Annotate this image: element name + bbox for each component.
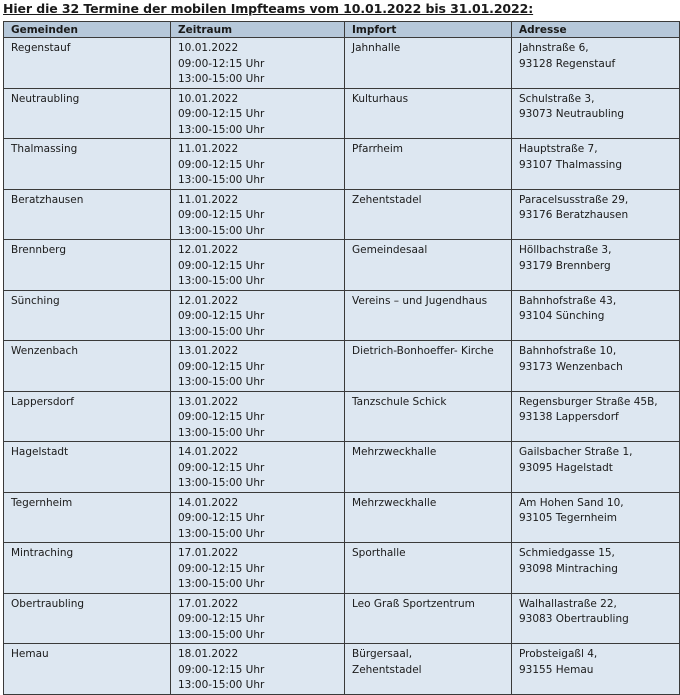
date-text: 17.01.2022 — [178, 547, 239, 559]
time-slot-morning: 09:00-12:15 Uhr — [178, 461, 265, 474]
date-text: 11.01.2022 — [178, 143, 239, 155]
impfort-line: Sporthalle — [352, 547, 406, 559]
table-row — [4, 38, 680, 89]
table-row — [4, 644, 680, 695]
address-city: 93179 Brennberg — [519, 259, 611, 272]
cell-adresse — [512, 492, 680, 543]
gemeinde-name: Hagelstadt — [11, 446, 69, 458]
impfort-line: Bürgersaal, — [352, 648, 413, 660]
date-text: 14.01.2022 — [178, 446, 239, 458]
address-street: Probsteigaßl 4, — [519, 648, 598, 660]
gemeinde-name: Thalmassing — [11, 143, 78, 155]
cell-impfort — [345, 442, 512, 493]
cell-gemeinde — [4, 290, 171, 341]
schedule-table — [3, 21, 680, 695]
cell-adresse — [512, 644, 680, 695]
time-slot-afternoon: 13:00-15:00 Uhr — [178, 477, 265, 489]
header-gemeinden: Gemeinden — [4, 22, 171, 38]
address-street: Jahnstraße 6, — [519, 42, 589, 54]
time-slot-morning: 09:00-12:15 Uhr — [178, 158, 265, 171]
impfort-line: Zehentstadel — [352, 193, 422, 206]
address-city: 93104 Sünching — [519, 310, 605, 322]
time-slot-morning: 09:00-12:15 Uhr — [178, 663, 265, 676]
cell-zeitraum — [171, 88, 345, 139]
address-city: 93173 Wenzenbach — [519, 360, 623, 373]
address-street: Bahnhofstraße 43, — [519, 294, 617, 307]
time-slot-afternoon: 13:00-15:00 Uhr — [178, 123, 265, 136]
date-text: 13.01.2022 — [178, 395, 239, 408]
time-slot-morning: 09:00-12:15 Uhr — [178, 562, 265, 575]
cell-zeitraum — [171, 139, 345, 190]
address-city: 93107 Thalmassing — [519, 158, 623, 171]
gemeinde-name: Hemau — [11, 648, 49, 660]
time-slot-morning: 09:00-12:15 Uhr — [178, 108, 265, 120]
table-header-row — [4, 22, 680, 38]
header-adresse: Adresse — [512, 22, 680, 38]
cell-gemeinde — [4, 139, 171, 190]
gemeinde-name: Wenzenbach — [11, 345, 79, 357]
impfort-line: Mehrzweckhalle — [352, 446, 437, 458]
cell-impfort — [345, 341, 512, 392]
cell-gemeinde — [4, 644, 171, 695]
time-slot-afternoon: 13:00-15:00 Uhr — [178, 628, 265, 641]
cell-zeitraum — [171, 644, 345, 695]
address-city: 93098 Mintraching — [519, 562, 618, 575]
gemeinde-name: Lappersdorf — [11, 395, 74, 408]
cell-gemeinde — [4, 189, 171, 240]
header-zeitraum: Zeitraum — [171, 22, 345, 38]
gemeinde-name: Sünching — [11, 294, 60, 307]
cell-gemeinde — [4, 593, 171, 644]
cell-impfort — [345, 240, 512, 291]
table-row — [4, 189, 680, 240]
date-text: 10.01.2022 — [178, 42, 239, 54]
cell-gemeinde — [4, 88, 171, 139]
time-slot-afternoon: 13:00-15:00 Uhr — [178, 578, 265, 590]
date-text: 11.01.2022 — [178, 193, 239, 206]
time-slot-morning: 09:00-12:15 Uhr — [178, 310, 265, 322]
impfort-line: Mehrzweckhalle — [352, 496, 437, 509]
address-street: Am Hohen Sand 10, — [519, 496, 624, 509]
address-street: Paracelsusstraße 29, — [519, 193, 629, 206]
gemeinde-name: Neutraubling — [11, 92, 80, 105]
impfort-line: Gemeindesaal — [352, 244, 428, 256]
cell-gemeinde — [4, 391, 171, 442]
time-slot-afternoon: 13:00-15:00 Uhr — [178, 174, 265, 186]
address-city: 93073 Neutraubling — [519, 108, 625, 120]
cell-impfort — [345, 139, 512, 190]
impfort-line: Kulturhaus — [352, 92, 409, 105]
time-slot-morning: 09:00-12:15 Uhr — [178, 259, 265, 272]
cell-adresse — [512, 189, 680, 240]
address-city: 93083 Obertraubling — [519, 613, 629, 625]
address-street: Gailsbacher Straße 1, — [519, 446, 633, 458]
time-slot-afternoon: 13:00-15:00 Uhr — [178, 376, 265, 388]
cell-impfort — [345, 189, 512, 240]
date-text: 13.01.2022 — [178, 345, 239, 357]
gemeinde-name: Regenstauf — [11, 42, 71, 54]
cell-gemeinde — [4, 442, 171, 493]
cell-gemeinde — [4, 240, 171, 291]
cell-gemeinde — [4, 543, 171, 594]
cell-gemeinde — [4, 38, 171, 89]
gemeinde-name: Beratzhausen — [11, 193, 84, 206]
cell-impfort — [345, 38, 512, 89]
date-text: 12.01.2022 — [178, 294, 239, 307]
cell-gemeinde — [4, 341, 171, 392]
cell-zeitraum — [171, 341, 345, 392]
cell-impfort — [345, 593, 512, 644]
address-city: 93095 Hagelstadt — [519, 461, 613, 474]
time-slot-morning: 09:00-12:15 Uhr — [178, 209, 265, 221]
address-city: 93105 Tegernheim — [519, 512, 618, 524]
time-slot-morning: 09:00-12:15 Uhr — [178, 411, 265, 423]
time-slot-morning: 09:00-12:15 Uhr — [178, 360, 265, 373]
cell-adresse — [512, 240, 680, 291]
address-street: Schulstraße 3, — [519, 92, 595, 105]
time-slot-afternoon: 13:00-15:00 Uhr — [178, 325, 265, 338]
cell-adresse — [512, 593, 680, 644]
cell-impfort — [345, 88, 512, 139]
impfort-line: Leo Graß Sportzentrum — [352, 597, 475, 610]
time-slot-afternoon: 13:00-15:00 Uhr — [178, 275, 265, 287]
gemeinde-name: Obertraubling — [11, 597, 85, 610]
cell-impfort — [345, 492, 512, 543]
gemeinde-name: Brennberg — [11, 244, 66, 256]
time-slot-afternoon: 13:00-15:00 Uhr — [178, 426, 265, 439]
cell-zeitraum — [171, 391, 345, 442]
impfort-line: Zehentstadel — [352, 663, 422, 676]
cell-zeitraum — [171, 593, 345, 644]
address-city: 93128 Regenstauf — [519, 57, 616, 70]
cell-adresse — [512, 391, 680, 442]
table-row — [4, 240, 680, 291]
time-slot-afternoon: 13:00-15:00 Uhr — [178, 224, 265, 237]
time-slot-morning: 09:00-12:15 Uhr — [178, 613, 265, 625]
impfort-line: Pfarrheim — [352, 143, 403, 155]
time-slot-morning: 09:00-12:15 Uhr — [178, 512, 265, 524]
table-row — [4, 492, 680, 543]
table-row — [4, 290, 680, 341]
impfort-line: Vereins – und Jugendhaus — [352, 294, 488, 307]
cell-impfort — [345, 644, 512, 695]
date-text: 10.01.2022 — [178, 92, 239, 105]
cell-zeitraum — [171, 442, 345, 493]
table-row — [4, 391, 680, 442]
address-street: Bahnhofstraße 10, — [519, 345, 617, 357]
cell-impfort — [345, 290, 512, 341]
cell-zeitraum — [171, 189, 345, 240]
header-impfort: Impfort — [345, 22, 512, 38]
impfort-line: Dietrich-Bonhoeffer- Kirche — [352, 345, 494, 357]
address-street: Walhallastraße 22, — [519, 597, 617, 610]
cell-zeitraum — [171, 38, 345, 89]
date-text: 14.01.2022 — [178, 496, 239, 509]
cell-adresse — [512, 341, 680, 392]
address-street: Schmiedgasse 15, — [519, 547, 615, 559]
impfort-line: Jahnhalle — [352, 42, 401, 54]
time-slot-morning: 09:00-12:15 Uhr — [178, 57, 265, 70]
address-street: Hauptstraße 7, — [519, 143, 598, 155]
address-city: 93155 Hemau — [519, 663, 594, 676]
table-row — [4, 88, 680, 139]
cell-impfort — [345, 543, 512, 594]
table-row — [4, 139, 680, 190]
impfort-line: Tanzschule Schick — [352, 395, 447, 408]
table-row — [4, 543, 680, 594]
cell-adresse — [512, 543, 680, 594]
table-row — [4, 442, 680, 493]
cell-adresse — [512, 290, 680, 341]
date-text: 17.01.2022 — [178, 597, 239, 610]
time-slot-afternoon: 13:00-15:00 Uhr — [178, 73, 265, 85]
cell-gemeinde — [4, 492, 171, 543]
page-title: Hier die 32 Termine der mobilen Impfteams vom 10.01.2022 bis 31.01.2022: — [3, 1, 534, 16]
cell-adresse — [512, 139, 680, 190]
cell-adresse — [512, 442, 680, 493]
address-city: 93176 Beratzhausen — [519, 209, 629, 221]
address-street: Regensburger Straße 45B, — [519, 395, 658, 408]
cell-zeitraum — [171, 492, 345, 543]
cell-zeitraum — [171, 543, 345, 594]
cell-adresse — [512, 38, 680, 89]
time-slot-afternoon: 13:00-15:00 Uhr — [178, 527, 265, 540]
table-body — [4, 38, 680, 695]
address-city: 93138 Lappersdorf — [519, 411, 619, 423]
cell-adresse — [512, 88, 680, 139]
cell-impfort — [345, 391, 512, 442]
date-text: 12.01.2022 — [178, 244, 239, 256]
table-row — [4, 341, 680, 392]
gemeinde-name: Mintraching — [11, 547, 74, 559]
date-text: 18.01.2022 — [178, 648, 239, 660]
address-street: Höllbachstraße 3, — [519, 244, 612, 256]
table-row — [4, 593, 680, 644]
cell-zeitraum — [171, 240, 345, 291]
time-slot-afternoon: 13:00-15:00 Uhr — [178, 679, 265, 691]
cell-zeitraum — [171, 290, 345, 341]
gemeinde-name: Tegernheim — [11, 496, 73, 509]
